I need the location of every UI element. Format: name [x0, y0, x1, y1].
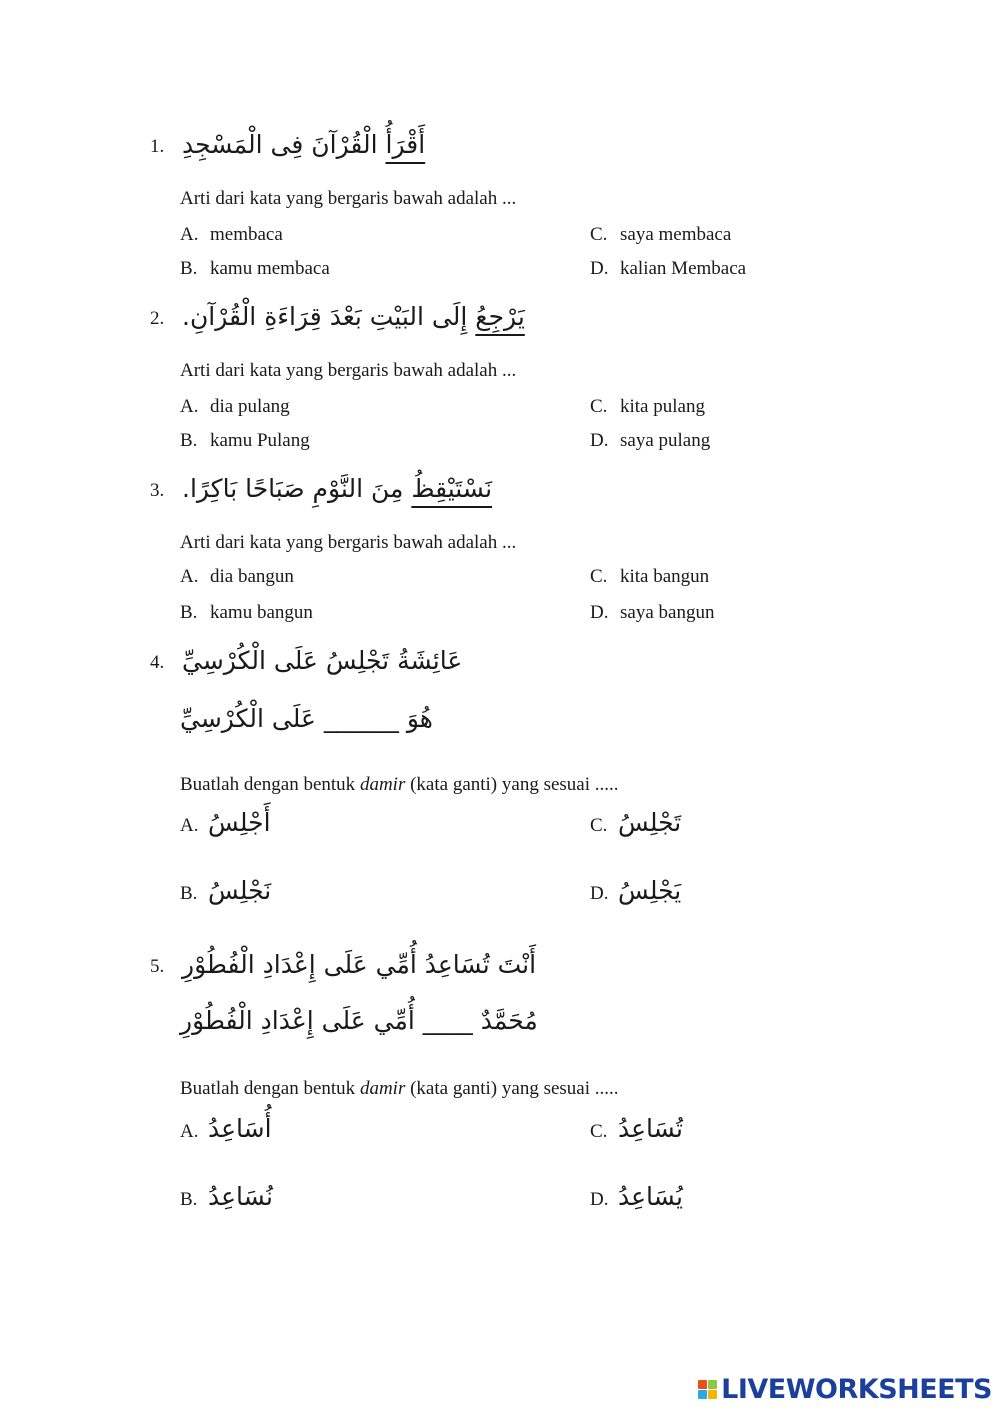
option-a[interactable]: A. dia bangun	[180, 566, 294, 587]
option-c[interactable]: C. saya membaca	[590, 224, 732, 245]
question-arabic-sentence: أَنْتَ تُسَاعِدُ أُمِّي عَلَى إِعْدَادِ الْفُطُوْرِ	[182, 949, 537, 979]
logo-icon-tile	[708, 1390, 717, 1399]
question-number: 5.	[150, 956, 165, 977]
question-number: 4.	[150, 652, 165, 673]
underlined-word: يَرْجِعُ	[475, 301, 525, 331]
question-instruction: Arti dari kata yang bergaris bawah adalah ...	[180, 360, 517, 381]
option-b[interactable]: B. kamu bangun	[180, 602, 313, 623]
question-arabic-sentence: نَسْتَيْقِظُ مِنَ النَّوْمِ صَبَاحًا بَاكِرًا.	[182, 473, 493, 503]
logo-icon-tile	[698, 1380, 707, 1389]
option-b[interactable]: B. kamu membaca	[180, 258, 330, 279]
option-a[interactable]: A. أُسَاعِدُ	[180, 1114, 272, 1143]
question-arabic-sentence: أَقْرَأُ الْقُرْآنَ فِى الْمَسْجِدِ	[182, 129, 426, 159]
question-instruction: Arti dari kata yang bergaris bawah adalah ...	[180, 188, 517, 209]
question-number: 1.	[150, 136, 165, 157]
option-c[interactable]: C. kita bangun	[590, 566, 710, 587]
question-arabic-sentence: يَرْجِعُ إِلَى البَيْتِ بَعْدَ قِرَاءَةِ الْقُرْآنِ.	[182, 301, 525, 331]
option-c[interactable]: C. kita pulang	[590, 396, 705, 417]
option-d[interactable]: D. يُسَاعِدُ	[590, 1182, 683, 1211]
question-arabic-blank-sentence: مُحَمَّدٌ ____ أُمِّي عَلَى إِعْدَادِ الْفُطُوْرِ	[180, 1006, 538, 1035]
option-b[interactable]: B. kamu Pulang	[180, 430, 310, 451]
question-instruction: Arti dari kata yang bergaris bawah adalah ...	[180, 532, 517, 553]
question-number: 2.	[150, 308, 165, 329]
question-arabic-blank-sentence: هُوَ ______ عَلَى الْكُرْسِيِّ	[180, 704, 433, 733]
option-a[interactable]: A. أَجْلِسُ	[180, 808, 271, 837]
question-number: 3.	[150, 480, 165, 501]
option-b[interactable]: B. نُسَاعِدُ	[180, 1182, 273, 1211]
underlined-word: نَسْتَيْقِظُ	[411, 473, 493, 503]
logo-icon	[698, 1380, 717, 1399]
option-a[interactable]: A. membaca	[180, 224, 283, 245]
question-5	[150, 940, 850, 1211]
logo-text: LIVEWORKSHEETS	[721, 1374, 992, 1405]
option-b[interactable]: B. نَجْلِسُ	[180, 876, 272, 905]
option-d[interactable]: D. kalian Membaca	[590, 258, 747, 279]
question-arabic-sentence: عَائِشَةُ تَجْلِسُ عَلَى الْكُرْسِيِّ	[182, 645, 463, 675]
option-c[interactable]: C. تَجْلِسُ	[590, 808, 682, 837]
underlined-word: أَقْرَأُ	[385, 129, 426, 159]
logo-icon-tile	[698, 1390, 707, 1399]
question-4	[150, 636, 850, 905]
option-c[interactable]: C. تُسَاعِدُ	[590, 1114, 683, 1143]
option-d[interactable]: D. يَجْلِسُ	[590, 876, 682, 905]
option-a[interactable]: A. dia pulang	[180, 396, 290, 417]
option-d[interactable]: D. saya bangun	[590, 602, 715, 623]
question-2	[150, 292, 850, 451]
question-instruction: Buatlah dengan bentuk damir (kata ganti) yang sesuai .....	[180, 1078, 619, 1099]
question-1	[150, 120, 850, 279]
option-d[interactable]: D. saya pulang	[590, 430, 711, 451]
logo-icon-tile	[708, 1380, 717, 1389]
liveworksheets-logo[interactable]	[698, 1374, 992, 1405]
question-3	[150, 464, 850, 623]
question-instruction: Buatlah dengan bentuk damir (kata ganti) yang sesuai .....	[180, 774, 619, 795]
